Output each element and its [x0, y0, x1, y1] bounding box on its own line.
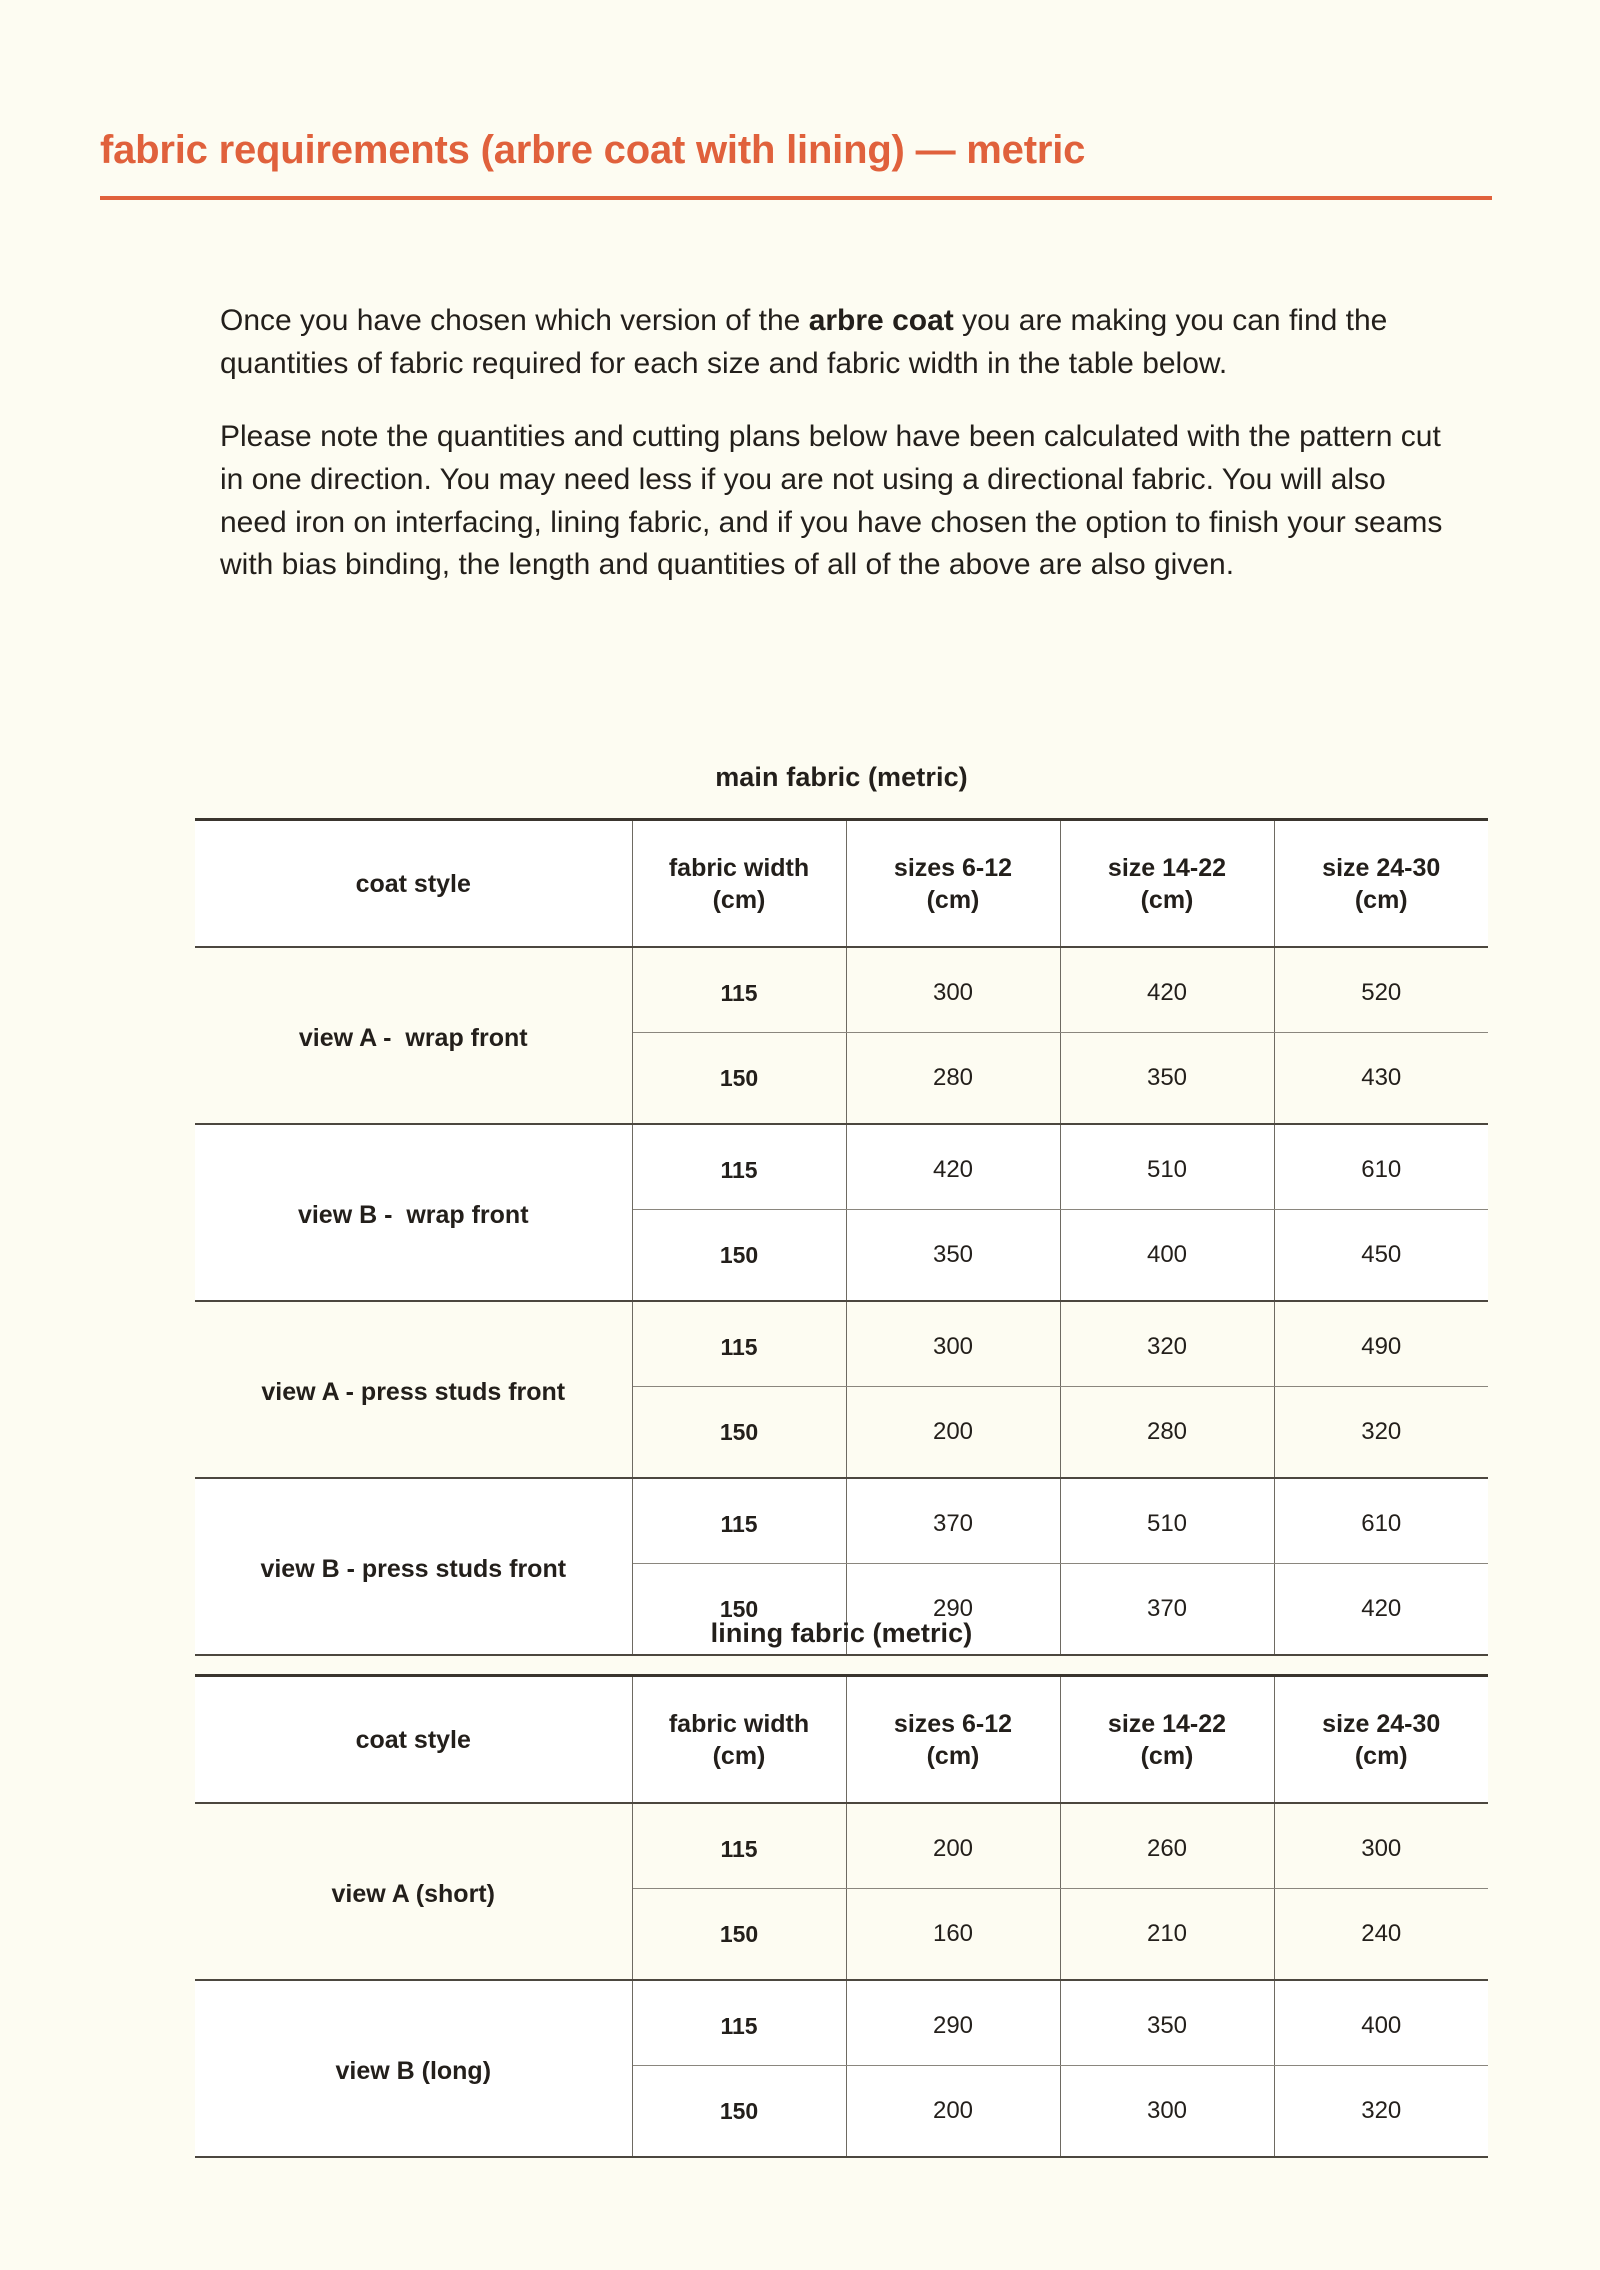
row-style-label: view A (short) [195, 1803, 632, 1980]
header-sizes-6-12 [846, 820, 1060, 948]
intro-paragraph-2: Please note the quantities and cutting plans below have been calculated with the pattern cut in one direction. You may need less if you are not using a directional fabric. You will also need iron on interfacing, lining fabric, and if you have chosen the option to finish your seams with bias binding, the length and quantities of all of the above are also given. [220, 419, 1443, 582]
cell-sizes-6-12: 200 [846, 1803, 1060, 1889]
lining-fabric-table [195, 1674, 1488, 2158]
row-style-label: view A - press studs front [195, 1301, 632, 1478]
cell-fabric-width: 150 [632, 1033, 846, 1125]
intro-paragraph-1 [220, 300, 1460, 386]
table-row [195, 947, 1488, 1033]
header-size-14-22 [1060, 1676, 1274, 1804]
cell-size-24-30: 320 [1274, 2066, 1488, 2158]
table-header-row [195, 1676, 1488, 1804]
cell-sizes-6-12: 280 [846, 1033, 1060, 1125]
header-sizes-6-12-line1: sizes 6-12 [893, 853, 1013, 882]
header-size-24-30-line2: (cm) [1354, 1741, 1408, 1770]
table-row [195, 1301, 1488, 1387]
main-fabric-caption: main fabric (metric) [715, 762, 968, 792]
header-size-24-30-line1: size 24-30 [1322, 1709, 1441, 1738]
cell-size-24-30: 300 [1274, 1803, 1488, 1889]
cell-sizes-6-12: 200 [846, 1387, 1060, 1479]
cell-fabric-width: 150 [632, 1210, 846, 1302]
table-row [195, 1980, 1488, 2066]
table-row-group [195, 1980, 1488, 2157]
cell-size-14-22: 370 [1060, 1564, 1274, 1656]
cell-sizes-6-12: 200 [846, 2066, 1060, 2158]
cell-fabric-width: 150 [632, 1387, 846, 1479]
cell-size-14-22: 260 [1060, 1803, 1274, 1889]
cell-fabric-width: 150 [632, 1889, 846, 1981]
cell-fabric-width: 115 [632, 1980, 846, 2066]
cell-size-24-30: 240 [1274, 1889, 1488, 1981]
row-style-label: view B (long) [195, 1980, 632, 2157]
cell-size-24-30: 320 [1274, 1387, 1488, 1479]
header-size-24-30 [1274, 1676, 1488, 1804]
arbre-coat-emphasis: arbre coat [808, 304, 954, 337]
cell-size-14-22: 210 [1060, 1889, 1274, 1981]
cell-sizes-6-12: 290 [846, 1980, 1060, 2066]
header-size-14-22-line2: (cm) [1140, 885, 1194, 914]
row-style-label: view B - wrap front [195, 1124, 632, 1301]
header-fabric-width-line2: (cm) [712, 1741, 766, 1770]
cell-fabric-width: 115 [632, 1803, 846, 1889]
cell-sizes-6-12: 370 [846, 1478, 1060, 1564]
cell-sizes-6-12: 300 [846, 947, 1060, 1033]
cell-size-14-22: 510 [1060, 1478, 1274, 1564]
header-coat-style: coat style [195, 820, 632, 948]
title-divider-rule [100, 196, 1492, 200]
main-fabric-table [195, 818, 1488, 1656]
cell-size-14-22: 350 [1060, 1033, 1274, 1125]
header-size-24-30-line2: (cm) [1354, 885, 1408, 914]
intro-text [220, 300, 1460, 587]
page-title: fabric requirements (arbre coat with lining) — metric [100, 128, 1086, 172]
header-size-14-22-line1: size 14-22 [1107, 853, 1227, 882]
cell-sizes-6-12: 350 [846, 1210, 1060, 1302]
cell-size-14-22: 400 [1060, 1210, 1274, 1302]
header-fabric-width [632, 1676, 846, 1804]
cell-sizes-6-12: 290 [846, 1564, 1060, 1656]
cell-size-24-30: 490 [1274, 1301, 1488, 1387]
table-row-group [195, 1124, 1488, 1301]
row-style-label: view A - wrap front [195, 947, 632, 1124]
main-fabric-section [195, 762, 1488, 1656]
table-row [195, 1124, 1488, 1210]
cell-fabric-width: 115 [632, 1301, 846, 1387]
cell-size-24-30: 430 [1274, 1033, 1488, 1125]
table-header-row [195, 820, 1488, 948]
header-sizes-6-12-line2: (cm) [926, 885, 980, 914]
cell-fabric-width: 115 [632, 1478, 846, 1564]
header-sizes-6-12-line2: (cm) [926, 1741, 980, 1770]
cell-size-24-30: 400 [1274, 1980, 1488, 2066]
table-row-group [195, 947, 1488, 1124]
lining-fabric-section [195, 1618, 1488, 2158]
header-size-14-22-line2: (cm) [1140, 1741, 1194, 1770]
header-fabric-width-line2: (cm) [712, 885, 766, 914]
table-row [195, 1478, 1488, 1564]
cell-size-14-22: 320 [1060, 1301, 1274, 1387]
cell-size-14-22: 350 [1060, 1980, 1274, 2066]
cell-sizes-6-12: 420 [846, 1124, 1060, 1210]
header-size-24-30 [1274, 820, 1488, 948]
title-block [100, 128, 1492, 200]
intro-p1-segment-1: Once you have chosen which version of the [220, 304, 809, 337]
header-fabric-width-line1: fabric width [668, 1709, 810, 1738]
cell-size-14-22: 420 [1060, 947, 1274, 1033]
cell-fabric-width: 115 [632, 947, 846, 1033]
cell-size-14-22: 510 [1060, 1124, 1274, 1210]
cell-size-14-22: 280 [1060, 1387, 1274, 1479]
table-row-group [195, 1803, 1488, 1980]
cell-size-24-30: 610 [1274, 1478, 1488, 1564]
cell-fabric-width: 115 [632, 1124, 846, 1210]
header-fabric-width-line1: fabric width [668, 853, 810, 882]
cell-size-24-30: 610 [1274, 1124, 1488, 1210]
cell-fabric-width: 150 [632, 1564, 846, 1656]
header-fabric-width [632, 820, 846, 948]
cell-sizes-6-12: 160 [846, 1889, 1060, 1981]
intro-p1-segment-2: you are making you can find the quantities of fabric required for each size and fabric width in the table below. [220, 304, 1388, 380]
cell-size-24-30: 450 [1274, 1210, 1488, 1302]
cell-sizes-6-12: 300 [846, 1301, 1060, 1387]
header-size-14-22 [1060, 820, 1274, 948]
header-size-24-30-line1: size 24-30 [1322, 853, 1441, 882]
header-size-14-22-line1: size 14-22 [1107, 1709, 1227, 1738]
lining-fabric-caption: lining fabric (metric) [710, 1618, 973, 1648]
cell-size-24-30: 420 [1274, 1564, 1488, 1656]
main-fabric-table-head [195, 820, 1488, 948]
header-sizes-6-12-line1: sizes 6-12 [893, 1709, 1013, 1738]
row-style-label: view B - press studs front [195, 1478, 632, 1655]
header-sizes-6-12 [846, 1676, 1060, 1804]
lining-fabric-table-head [195, 1676, 1488, 1804]
cell-size-24-30: 520 [1274, 947, 1488, 1033]
table-row-group [195, 1301, 1488, 1478]
table-row [195, 1803, 1488, 1889]
cell-size-14-22: 300 [1060, 2066, 1274, 2158]
header-coat-style: coat style [195, 1676, 632, 1804]
cell-fabric-width: 150 [632, 2066, 846, 2158]
